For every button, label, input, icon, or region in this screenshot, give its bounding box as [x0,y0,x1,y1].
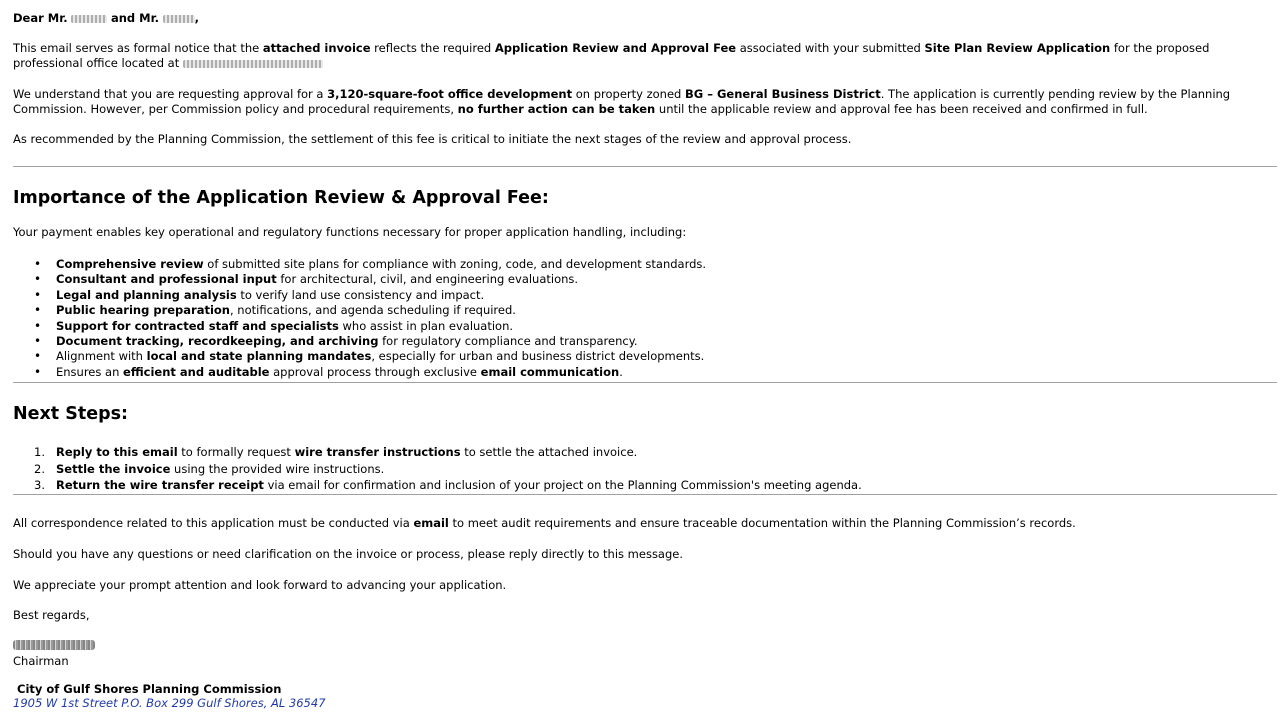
list-item [13,288,706,303]
understand-text-2: on property zoned [572,87,685,101]
questions-paragraph: Should you have any questions or need clarification on the invoice or process, please reply directly to this message. [13,547,684,561]
item-bold: efficient and auditable [123,364,270,379]
understand-text-4: until the applicable review and approval fee has been received and confirmed in full. [655,102,1148,116]
importance-list [13,257,706,380]
intro-text-3: associated with your submitted [736,41,925,55]
list-item [13,319,706,334]
greeting-comma: , [194,11,199,25]
item-post-2: . [619,364,623,379]
organization-name: City of Gulf Shores Planning Commission [17,682,282,696]
greeting-and: and Mr. [110,11,159,25]
list-item [13,477,862,494]
recommended-paragraph: As recommended by the Planning Commission, the settlement of this fee is critical to initiate the next stages of the review and approval process. [13,132,852,146]
understand-text-1: We understand that you are requesting approval for a [13,87,328,101]
step-bold-2: wire transfer instructions [294,445,461,459]
intro-bold-3: Site Plan Review Application [924,41,1111,55]
item-post: who assist in plan evaluation. [338,318,514,333]
item-post: approval process through exclusive [269,364,481,379]
step-bold: Settle the invoice [56,461,171,476]
correspondence-bold: email [413,516,449,530]
signer-title: Chairman [13,654,69,668]
correspondence-text-2: to meet audit requirements and ensure traceable documentation within the Planning Commission’s records. [448,516,1076,530]
redacted-name-2 [163,15,195,23]
list-item [13,444,862,461]
item-bold: Document tracking, recordkeeping, and archiving [56,334,379,349]
item-pre: Ensures an [56,364,124,379]
intro-bold-2: Application Review and Approval Fee [494,41,737,55]
item-post: for architectural, civil, and engineering evaluations. [276,272,579,287]
step-number: 2. [34,461,45,476]
item-pre: Alignment with [56,349,147,364]
list-item [13,257,706,272]
list-item [13,365,706,380]
item-bold: local and state planning mandates [146,349,372,364]
closing-line: Best regards, [13,608,90,622]
intro-text-2: reflects the required [370,41,495,55]
redacted-name-1 [71,15,107,23]
intro-paragraph [13,41,1277,71]
step-text: via email for confirmation and inclusion of your project on the Planning Commission's meeting agenda. [263,478,862,492]
step-number: 1. [34,445,45,459]
greeting-salutation: Dear Mr. [13,11,68,25]
step-bold: Return the wire transfer receipt [56,478,264,492]
intro-text-4: for the proposed professional office located at [13,41,1210,70]
list-item [13,272,706,287]
correspondence-paragraph [13,516,1076,531]
next-steps-list [13,444,862,494]
list-item [13,334,706,349]
item-bold: Public hearing preparation [56,303,230,318]
greeting-line [13,11,199,26]
step-number: 3. [34,478,45,492]
importance-heading: Importance of the Application Review & Approval Fee: [13,188,549,208]
redacted-signature [13,640,95,650]
item-bold: Legal and planning analysis [56,287,237,302]
item-post: for regulatory compliance and transparency. [378,334,638,349]
divider-3 [13,494,1277,495]
redacted-address [183,60,323,68]
divider-2 [13,382,1277,383]
understand-bold-2: BG – General Business District [685,87,881,101]
step-bold: Reply to this email [56,445,178,459]
intro-bold-1: attached invoice [262,41,371,55]
appreciate-paragraph: We appreciate your prompt attention and look forward to advancing your application. [13,578,507,592]
next-steps-heading: Next Steps: [13,404,129,424]
list-item [13,303,706,318]
understand-text-3: . The application is currently pending review by the Planning Commission. However, per Commission policy and procedural requirements, [13,87,1231,116]
understand-paragraph [13,87,1277,117]
item-post: to verify land use consistency and impact. [236,287,485,302]
understand-bold-3: no further action can be taken [457,102,656,116]
importance-intro: Your payment enables key operational and regulatory functions necessary for proper application handling, including: [13,225,687,239]
item-post: , notifications, and agenda scheduling if required. [230,303,516,318]
item-bold-2: email communication [480,364,620,379]
understand-bold-1: 3,120-square-foot office development [327,87,573,101]
item-post: , especially for urban and business district developments. [371,349,705,364]
item-post: of submitted site plans for compliance with zoning, code, and development standards. [203,257,707,271]
step-text-2: to settle the attached invoice. [460,445,638,459]
organization-address: 1905 W 1st Street P.O. Box 299 Gulf Shores, AL 36547 [13,696,326,710]
intro-text-1: This email serves as formal notice that the [13,41,263,55]
divider-1 [13,166,1277,167]
step-text: to formally request [177,445,295,459]
item-bold: Support for contracted staff and specialists [56,318,339,333]
item-bold: Comprehensive review [56,257,204,271]
list-item [13,461,862,478]
correspondence-text-1: All correspondence related to this application must be conducted via [13,516,414,530]
list-item [13,349,706,364]
item-bold: Consultant and professional input [56,272,277,287]
step-text: using the provided wire instructions. [170,461,385,476]
